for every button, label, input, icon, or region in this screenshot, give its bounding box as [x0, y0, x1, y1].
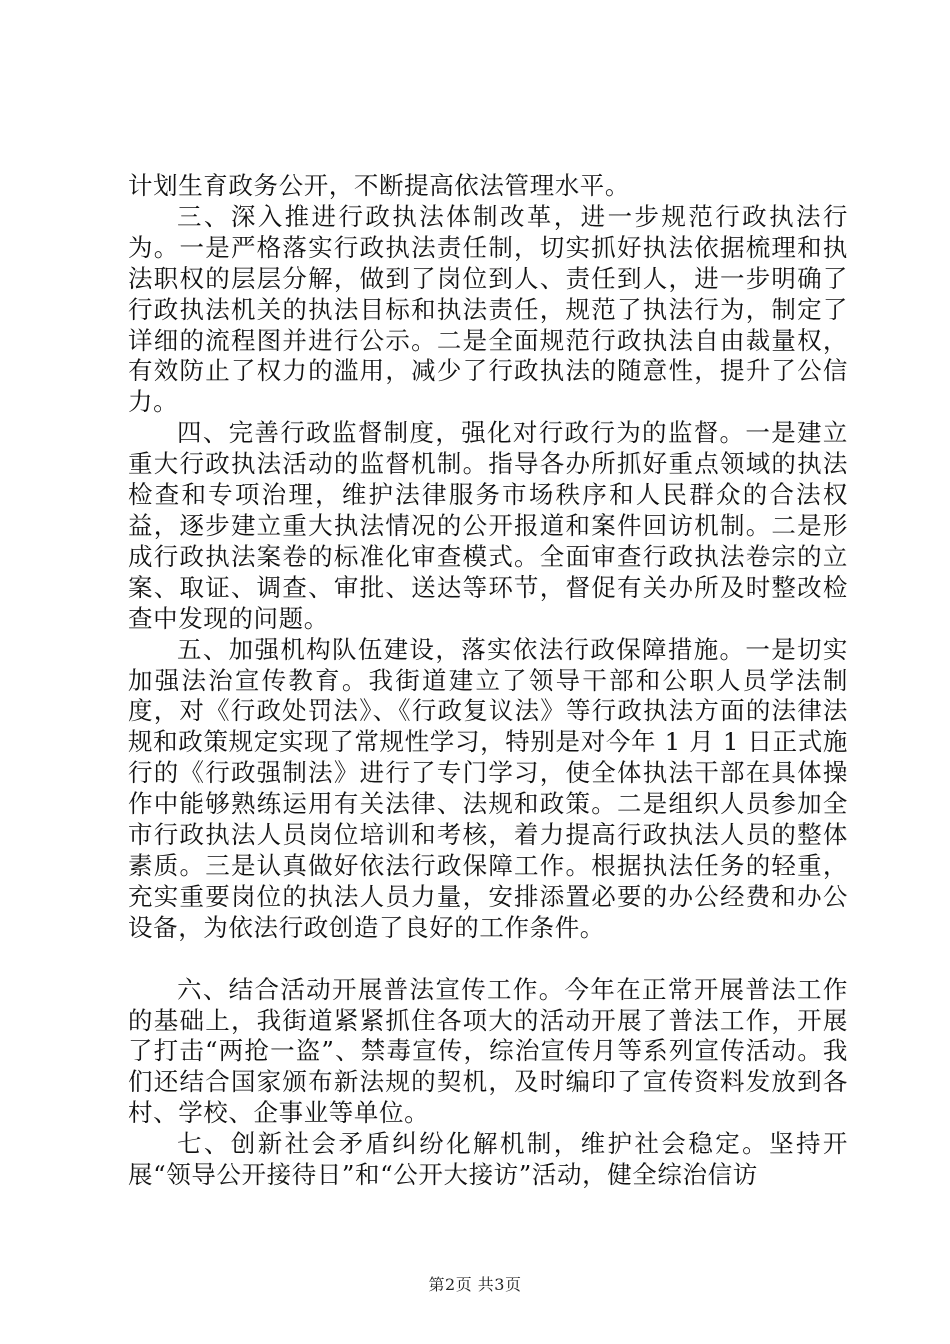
paragraph-section-3: 三、深入推进行政执法体制改革，进一步规范行政执法行为。一是严格落实行政执法责任制，切实抓好执法依据梳理和执法职权的层层分解，做到了岗位到人、责任到人，进一步明确了行政执法机关的执法目标和执法责任，规范了执法行为，制定了详细的流程图并进行公示。二是全面规范行政执法自由裁量权，有效防止了权力的滥用，减少了行政执法的随意性，提升了公信力。 — [128, 201, 848, 417]
paragraph-continuation: 计划生育政务公开，不断提高依法管理水平。 — [128, 171, 630, 200]
paragraph-section-7: 七、创新社会矛盾纠纷化解机制，维护社会稳定。坚持开展“领导公开接待日”和“公开大接访”活动，健全综治信访 — [128, 1129, 848, 1190]
document-body — [128, 171, 848, 1191]
paragraph-section-5: 五、加强机构队伍建设，落实依法行政保障措施。一是切实加强法治宣传教育。我街道建立了领导干部和公职人员学法制度，对《行政处罚法》、《行政复议法》等行政执法方面的法律法规和政策规定实现了常规性学习，特别是对今年 1 月 1 日正式施行的《行政强制法》进行了专门学习，使全体执法干部在具体操作中能够熟练运用有关法律、法规和政策。二是组织人员参加全市行政执法人员岗位培训和考核，着力提高行政执法人员的整体素质。三是认真做好依法行政保障工作。根据执法任务的轻重，充实重要岗位的执法人员力量，安排添置必要的办公经费和办公设备，为依法行政创造了良好的工作条件。 — [128, 634, 848, 942]
paragraph-section-4: 四、完善行政监督制度，强化对行政行为的监督。一是建立重大行政执法活动的监督机制。指导各办所抓好重点领域的执法检查和专项治理，维护法律服务市场秩序和人民群众的合法权益，逐步建立重大执法情况的公开报道和案件回访机制。二是形成行政执法案卷的标准化审查模式。全面审查行政执法卷宗的立案、取证、调查、审批、送达等环节，督促有关办所及时整改检查中发现的问题。 — [128, 418, 848, 633]
page-number-footer: 第2页 共3页 — [428, 1275, 522, 1294]
paragraph-section-6: 六、结合活动开展普法宣传工作。今年在正常开展普法工作的基础上，我街道紧紧抓住各项大的活动开展了普法工作，开展了打击“两抢一盗”、禁毒宣传，综治宣传月等系列宣传活动。我们还结合国家颁布新法规的契机，及时编印了宣传资料发放到各村、学校、企事业等单位。 — [128, 974, 848, 1128]
